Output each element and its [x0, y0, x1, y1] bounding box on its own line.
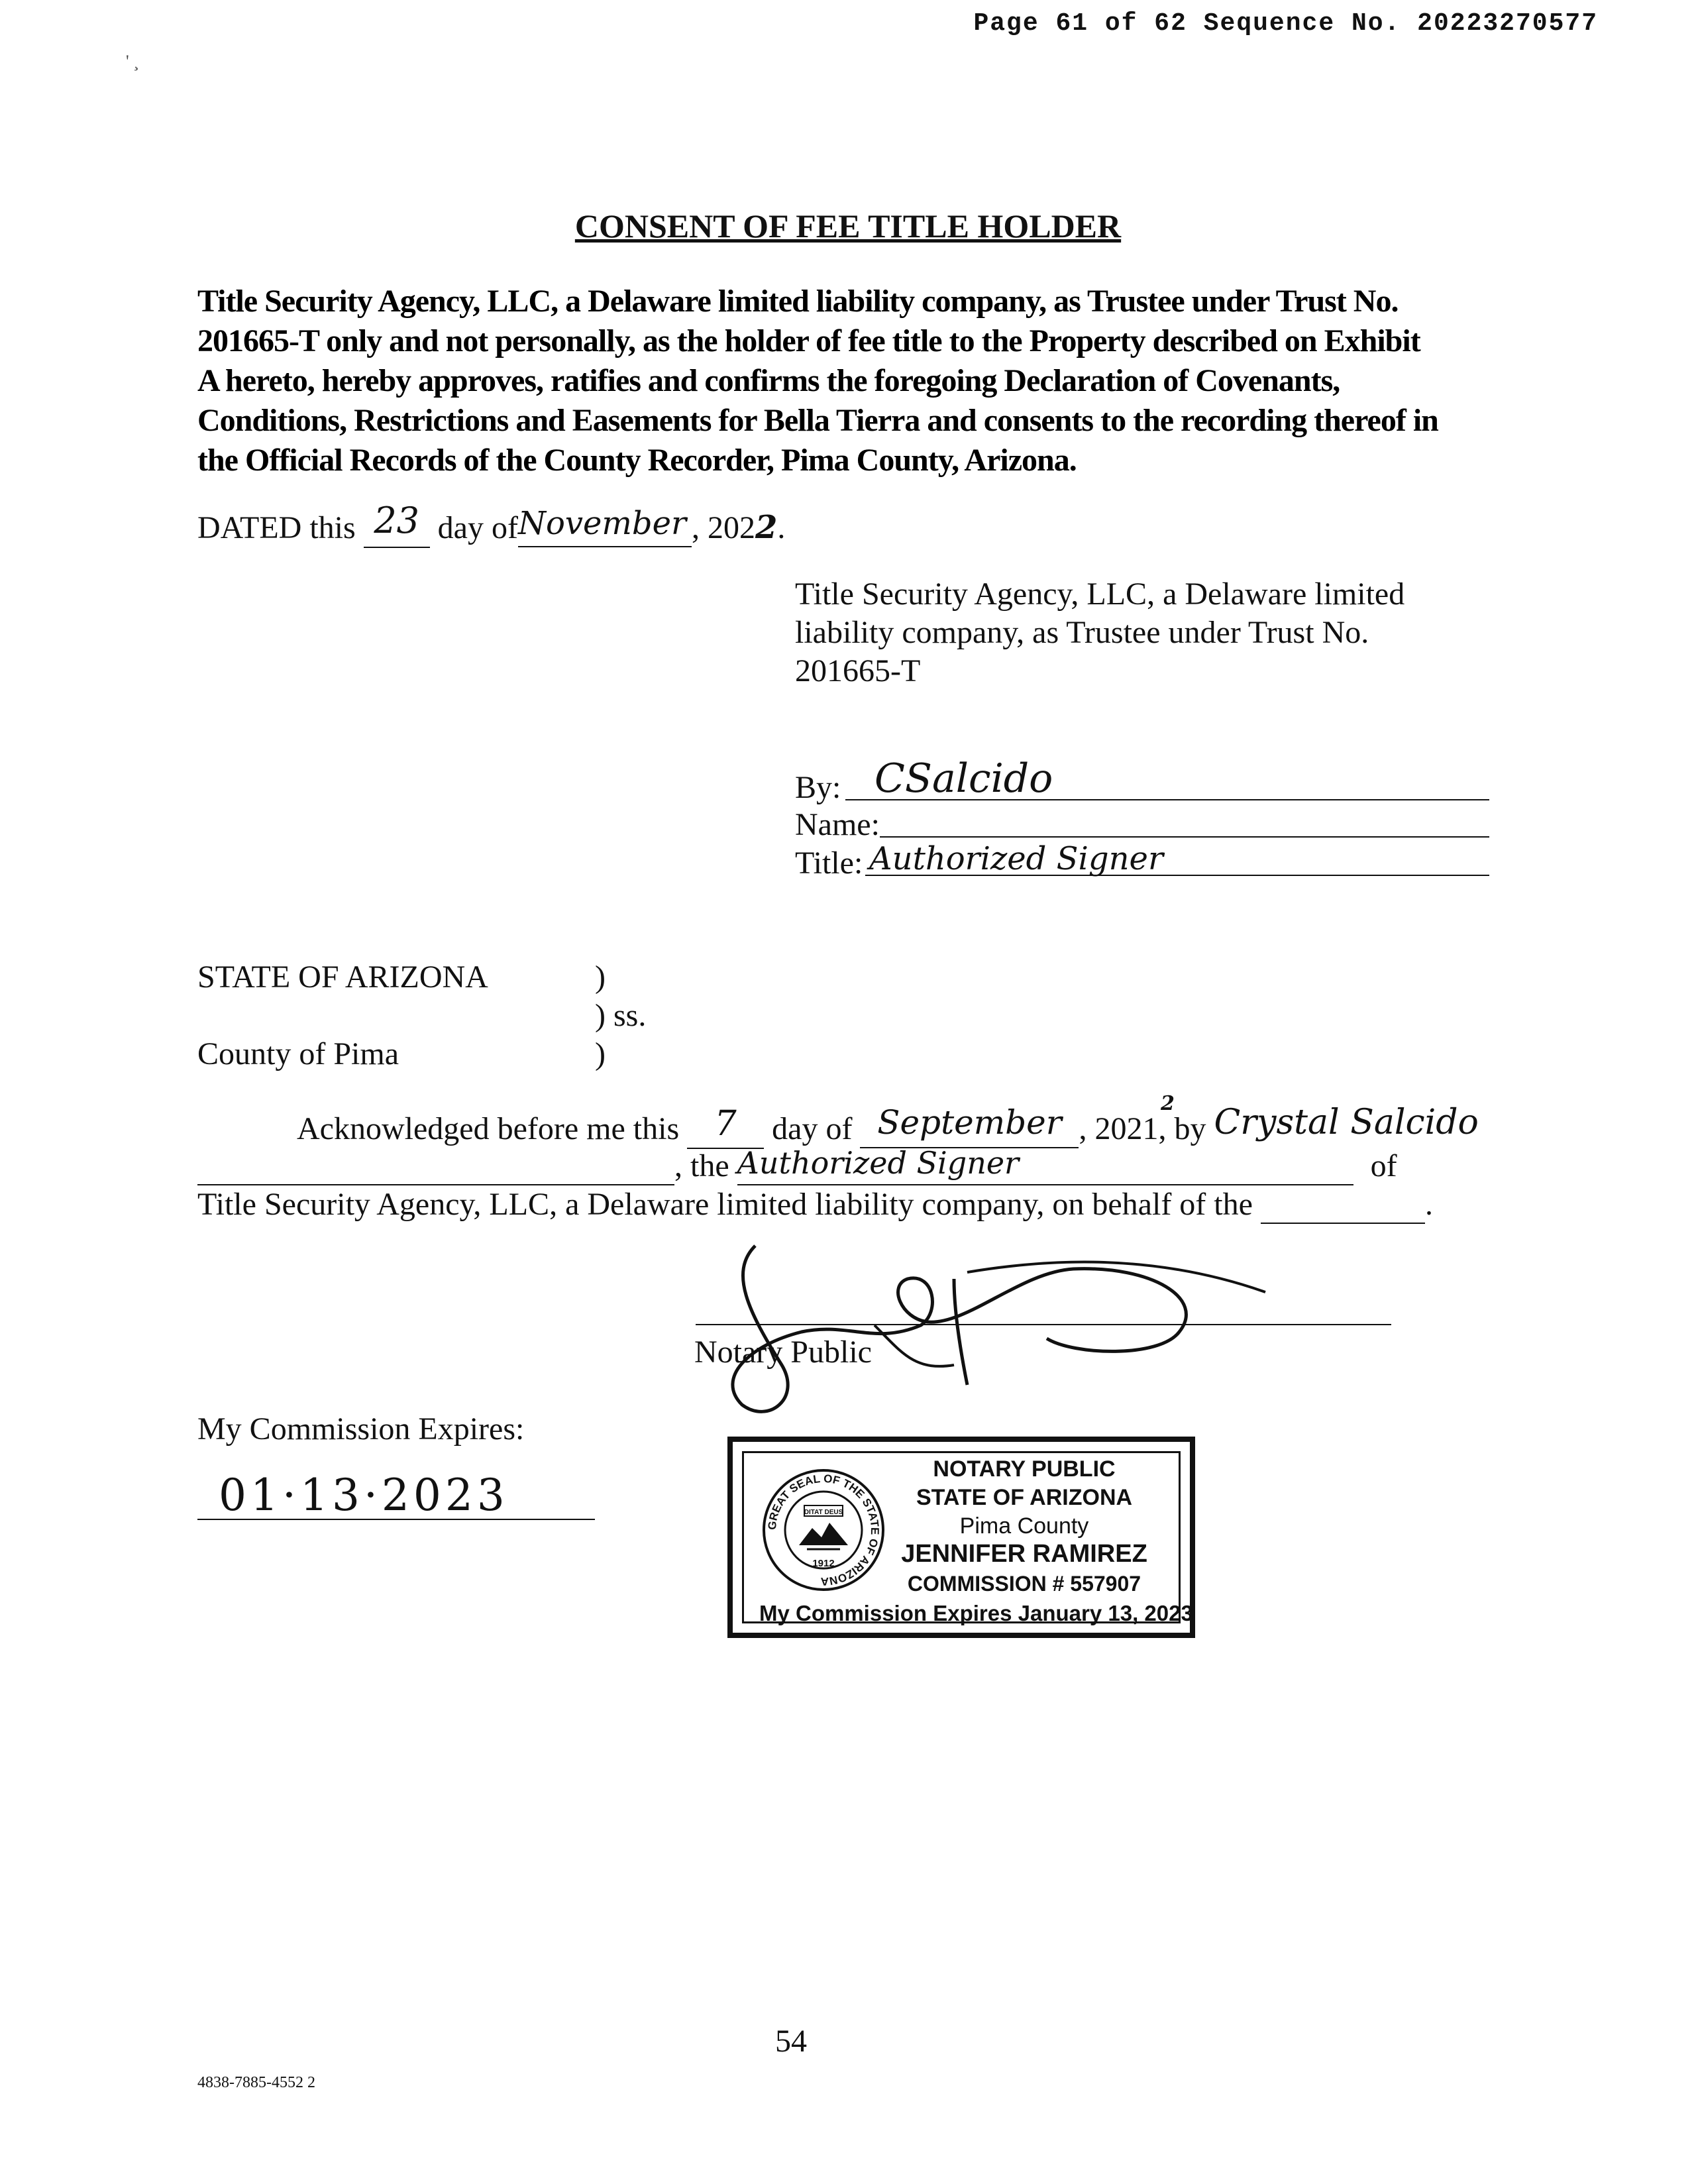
arizona-state-seal: [761, 1467, 886, 1593]
ack-behalf-text: Title Security Agency, LLC, a Delaware limited liability company, on behalf of the: [197, 1187, 1253, 1222]
dated-year-correction: 2: [755, 509, 778, 546]
ack-prefix: Acknowledged before me this: [297, 1111, 680, 1146]
by-signature-handwritten: CSalcido: [874, 755, 1053, 802]
company-line: 201665-T: [795, 653, 921, 688]
commission-date-handwritten: 01·13·2023: [219, 1470, 509, 1521]
dated-suffix: .: [777, 510, 786, 545]
stamp-line-notary-name: JENNIFER RAMIREZ: [901, 1540, 1147, 1568]
commission-date-line: [197, 1519, 595, 1520]
company-line: Title Security Agency, LLC, a Delaware limited: [795, 576, 1405, 612]
venue-ss: ) ss.: [595, 998, 647, 1033]
company-block: [795, 575, 1404, 690]
dated-year: , 202: [691, 510, 755, 545]
ack-day-blank: [687, 1104, 764, 1149]
commission-expires-label: My Commission Expires:: [197, 1411, 525, 1447]
ack-month-handwritten: September: [877, 1103, 1062, 1142]
venue-county: County of Pima: [197, 1036, 399, 1071]
seal-motto: DITAT DEUS: [804, 1509, 843, 1516]
acknowledgment-line-1: [297, 1103, 1479, 1149]
document-title: CONSENT OF FEE TITLE HOLDER: [574, 207, 1122, 245]
name-label: Name:: [795, 807, 880, 842]
acknowledgment-line-3: [197, 1186, 1433, 1224]
dated-month-handwritten: November: [517, 505, 686, 542]
seal-ring-text: GREAT SEAL OF THE STATE OF ARIZONA: [765, 1472, 882, 1588]
consent-line: Conditions, Restrictions and Easements for Bella Tierra and consents to the recording thereof in: [197, 403, 1438, 438]
venue-state: STATE OF ARIZONA: [197, 959, 488, 995]
title-label: Title:: [795, 846, 863, 881]
venue-paren: ): [595, 959, 606, 995]
ack-role-blank: [737, 1145, 1353, 1185]
ack-day-of: day of: [772, 1111, 853, 1146]
ack-name-handwritten: Crystal Salcido: [1214, 1103, 1479, 1142]
ack-year-correction: 2: [1161, 1092, 1175, 1115]
notary-stamp: [727, 1437, 1195, 1638]
venue-paren: ): [595, 1036, 606, 1071]
dated-prefix: DATED this: [197, 510, 356, 545]
document-id: 4838-7885-4552 2: [197, 2074, 315, 2091]
ack-of: of: [1370, 1148, 1397, 1183]
title-handwritten: Authorized Signer: [869, 840, 1163, 877]
sequence-header: Page 61 of 62 Sequence No. 20223270577: [973, 9, 1598, 38]
name-line: [880, 836, 1489, 838]
stamp-line-state: STATE OF ARIZONA: [916, 1485, 1133, 1510]
dated-day-blank: [364, 500, 430, 548]
seal-year: 1912: [812, 1558, 835, 1569]
ack-month-blank: [860, 1103, 1079, 1148]
acknowledgment-line-2: [197, 1145, 1397, 1185]
stamp-line-county: Pima County: [959, 1513, 1089, 1539]
notary-public-label: Notary Public: [694, 1335, 872, 1370]
dated-day-handwritten: 23: [374, 500, 420, 541]
ack-the: , the: [674, 1148, 729, 1183]
ack-year: , 2021, by: [1079, 1111, 1206, 1146]
consent-line: 201665-T only and not personally, as the holder of fee title to the Property described on Exhibit: [197, 323, 1420, 358]
stamp-line-notary-public: NOTARY PUBLIC: [933, 1456, 1116, 1482]
page-number: 54: [775, 2024, 807, 2059]
dated-line: [197, 500, 786, 548]
consent-paragraph: [197, 282, 1489, 480]
ack-name-blank: [197, 1148, 674, 1185]
scan-artifact-marks: ' ¸: [126, 52, 139, 71]
consent-line: A hereto, hereby approves, ratifies and confirms the foregoing Declaration of Covenants,: [197, 363, 1340, 398]
ack-end: .: [1424, 1187, 1433, 1222]
consent-line: Title Security Agency, LLC, a Delaware limited liability company, as Trustee under Trust No.: [197, 284, 1399, 319]
dated-day-of: day of: [437, 510, 518, 545]
stamp-line-expiration: My Commission Expires January 13, 2023: [759, 1601, 1193, 1625]
consent-line: the Official Records of the County Recorder, Pima County, Arizona.: [197, 443, 1077, 478]
by-label: By:: [795, 770, 841, 805]
ack-role-handwritten: Authorized Signer: [737, 1145, 1020, 1181]
company-line: liability company, as Trustee under Trust No.: [795, 615, 1369, 650]
ack-behalf-blank: [1261, 1186, 1425, 1224]
stamp-line-commission-number: COMMISSION # 557907: [907, 1572, 1141, 1596]
ack-day-handwritten: 7: [714, 1104, 737, 1144]
dated-month-blank: [517, 505, 692, 547]
